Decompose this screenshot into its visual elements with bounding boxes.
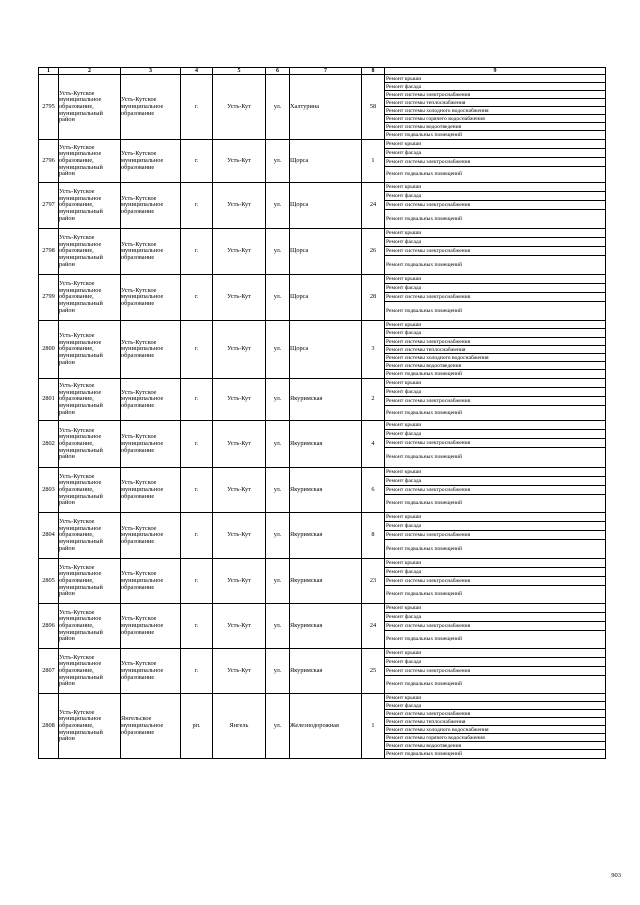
settlement-cell: Усть-Кут	[213, 421, 266, 468]
row-id: 2805	[39, 559, 59, 604]
row-id: 2804	[39, 513, 59, 559]
table-row	[39, 513, 606, 559]
street-type-cell: ул.	[266, 468, 290, 513]
work-item: Ремонт подвальных помещений	[386, 546, 463, 553]
street-type-cell: ул.	[266, 513, 290, 559]
work-item: Ремонт системы электроснабжения	[385, 622, 605, 631]
street-type-cell: ул.	[266, 229, 290, 275]
work-item: Ремонт подвальных помещений	[386, 454, 463, 461]
works-cell	[385, 229, 606, 275]
table-row	[39, 468, 606, 513]
settlement-type-cell: г.	[181, 649, 213, 694]
street-type-cell: ул.	[266, 604, 290, 649]
work-item: Ремонт фасада	[385, 388, 605, 397]
settlement-type-cell: г.	[181, 379, 213, 421]
work-item: Ремонт системы холодного водоснабжения	[385, 107, 605, 115]
settlement-type-cell: г.	[181, 321, 213, 379]
street-type-cell: ул.	[266, 559, 290, 604]
settlement-type-cell: г.	[181, 604, 213, 649]
row-id: 2801	[39, 379, 59, 421]
street-type-cell: ул.	[266, 649, 290, 694]
street-cell: Якуримская	[290, 513, 362, 559]
settlement-cell: Усть-Кут	[213, 379, 266, 421]
work-item: Ремонт фасада	[385, 329, 605, 337]
work-item: Ремонт крыши	[385, 321, 605, 329]
table-row	[39, 694, 606, 759]
district-cell: Усть-Кутское муниципальное образование, муниципальный район	[59, 513, 121, 559]
work-item: Ремонт крыши	[385, 379, 605, 388]
district-cell: Усть-Кутское муниципальное образование, муниципальный район	[59, 421, 121, 468]
works-cell	[385, 183, 606, 229]
work-item: Ремонт подвальных помещений	[386, 636, 463, 643]
street-cell: Якуримская	[290, 604, 362, 649]
col-header-3: 3	[121, 68, 181, 75]
settlement-type-cell: г.	[181, 421, 213, 468]
street-cell: Щорса	[290, 229, 362, 275]
street-type-cell: ул.	[266, 75, 290, 140]
house-number-cell: 26	[362, 229, 385, 275]
work-item: Ремонт фасада	[385, 238, 605, 247]
district-cell: Усть-Кутское муниципальное образование, муниципальный район	[59, 183, 121, 229]
works-cell	[385, 513, 606, 559]
house-number-cell: 58	[362, 75, 385, 140]
work-item: Ремонт подвальных помещений	[386, 591, 463, 598]
work-item: Ремонт системы водоотведения	[385, 742, 605, 750]
municipality-cell: Усть-Кутское муниципальное образование	[121, 513, 181, 559]
house-number-cell: 6	[362, 468, 385, 513]
house-number-cell: 1	[362, 140, 385, 183]
settlement-type-cell: г.	[181, 140, 213, 183]
settlement-cell: Усть-Кут	[213, 649, 266, 694]
work-item: Ремонт фасада	[385, 83, 605, 91]
settlement-cell: Усть-Кут	[213, 275, 266, 321]
col-header-8: 8	[362, 68, 385, 75]
table-row	[39, 421, 606, 468]
settlement-cell: Усть-Кут	[213, 229, 266, 275]
district-cell: Усть-Кутское муниципальное образование, муниципальный район	[59, 468, 121, 513]
house-number-cell: 24	[362, 183, 385, 229]
table-row	[39, 229, 606, 275]
work-item: Ремонт крыши	[385, 559, 605, 568]
street-type-cell: ул.	[266, 275, 290, 321]
works-cell	[385, 694, 606, 759]
work-item: Ремонт крыши	[385, 604, 605, 613]
municipality-cell: Усть-Кутское муниципальное образование	[121, 321, 181, 379]
works-cell	[385, 421, 606, 468]
row-id: 2798	[39, 229, 59, 275]
work-item: Ремонт крыши	[385, 183, 605, 192]
settlement-cell: Усть-Кут	[213, 321, 266, 379]
works-cell	[385, 75, 606, 140]
col-header-7: 7	[290, 68, 362, 75]
settlement-cell: Янгель	[213, 694, 266, 759]
work-item: Ремонт крыши	[385, 468, 605, 477]
row-id: 2806	[39, 604, 59, 649]
work-item: Ремонт подвальных помещений	[386, 751, 463, 758]
table-row	[39, 559, 606, 604]
table-body	[39, 75, 606, 759]
work-item: Ремонт фасада	[385, 430, 605, 439]
house-number-cell: 3	[362, 321, 385, 379]
work-item: Ремонт системы электроснабжения	[385, 338, 605, 346]
table-row	[39, 183, 606, 229]
work-item: Ремонт подвальных помещений	[386, 262, 463, 269]
work-item: Ремонт системы водоотведения	[385, 362, 605, 370]
work-item: Ремонт системы теплоснабжения	[385, 99, 605, 107]
work-item: Ремонт крыши	[385, 694, 605, 702]
work-item: Ремонт системы водоотведения	[385, 123, 605, 131]
street-cell: Якуримская	[290, 468, 362, 513]
work-item: Ремонт подвальных помещений	[386, 410, 463, 417]
settlement-type-cell: г.	[181, 513, 213, 559]
works-cell	[385, 379, 606, 421]
page-number: 903	[611, 872, 621, 879]
work-item: Ремонт крыши	[385, 229, 605, 238]
work-item: Ремонт системы электроснабжения	[385, 439, 605, 448]
house-number-cell: 4	[362, 421, 385, 468]
works-cell	[385, 140, 606, 183]
settlement-type-cell: г.	[181, 275, 213, 321]
work-item: Ремонт крыши	[385, 275, 605, 284]
work-item: Ремонт системы электроснабжения	[385, 486, 605, 495]
table-row	[39, 604, 606, 649]
col-header-2: 2	[59, 68, 121, 75]
street-type-cell: ул.	[266, 321, 290, 379]
col-header-9: 9	[385, 68, 606, 75]
work-item: Ремонт системы горячего водоснабжения	[385, 115, 605, 123]
settlement-type-cell: г.	[181, 75, 213, 140]
house-number-cell: 28	[362, 275, 385, 321]
district-cell: Усть-Кутское муниципальное образование, муниципальный район	[59, 694, 121, 759]
work-item: Ремонт системы холодного водоснабжения	[385, 354, 605, 362]
settlement-type-cell: г.	[181, 559, 213, 604]
municipality-cell: Усть-Кутское муниципальное образование	[121, 649, 181, 694]
work-item: Ремонт фасада	[385, 149, 605, 158]
table-row	[39, 140, 606, 183]
work-item: Ремонт системы электроснабжения	[385, 158, 605, 167]
col-header-4: 4	[181, 68, 213, 75]
municipality-cell: Усть-Кутское муниципальное образование	[121, 140, 181, 183]
district-cell: Усть-Кутское муниципальное образование, муниципальный район	[59, 229, 121, 275]
col-header-5: 5	[213, 68, 266, 75]
settlement-type-cell: рп.	[181, 694, 213, 759]
settlement-type-cell: г.	[181, 468, 213, 513]
work-item: Ремонт подвальных помещений	[386, 216, 463, 223]
work-item: Ремонт крыши	[385, 421, 605, 430]
work-item: Ремонт фасада	[385, 613, 605, 622]
works-cell	[385, 275, 606, 321]
work-item: Ремонт подвальных помещений	[386, 132, 463, 139]
row-id: 2796	[39, 140, 59, 183]
table-row	[39, 379, 606, 421]
street-cell: Щорса	[290, 321, 362, 379]
settlement-cell: Усть-Кут	[213, 75, 266, 140]
street-cell: Якуримская	[290, 379, 362, 421]
street-cell: Щорса	[290, 183, 362, 229]
work-item: Ремонт системы теплоснабжения	[385, 718, 605, 726]
row-id: 2807	[39, 649, 59, 694]
house-number-cell: 8	[362, 513, 385, 559]
house-number-cell: 24	[362, 604, 385, 649]
district-cell: Усть-Кутское муниципальное образование, муниципальный район	[59, 275, 121, 321]
municipality-cell: Янгельское муниципальное образование	[121, 694, 181, 759]
work-item: Ремонт системы электроснабжения	[385, 201, 605, 210]
work-item: Ремонт крыши	[385, 513, 605, 522]
street-type-cell: ул.	[266, 694, 290, 759]
district-cell: Усть-Кутское муниципальное образование, муниципальный район	[59, 559, 121, 604]
municipality-cell: Усть-Кутское муниципальное образование	[121, 183, 181, 229]
works-cell	[385, 559, 606, 604]
work-item: Ремонт фасада	[385, 284, 605, 293]
settlement-cell: Усть-Кут	[213, 559, 266, 604]
house-number-cell: 1	[362, 694, 385, 759]
works-cell	[385, 649, 606, 694]
work-item: Ремонт системы электроснабжения	[385, 577, 605, 586]
work-item: Ремонт фасада	[385, 702, 605, 710]
settlement-type-cell: г.	[181, 183, 213, 229]
house-number-cell: 2	[362, 379, 385, 421]
works-cell	[385, 321, 606, 379]
municipality-cell: Усть-Кутское муниципальное образование	[121, 275, 181, 321]
row-id: 2795	[39, 75, 59, 140]
work-item: Ремонт фасада	[385, 522, 605, 531]
settlement-type-cell: г.	[181, 229, 213, 275]
work-item: Ремонт подвальных помещений	[386, 308, 463, 315]
work-item: Ремонт системы электроснабжения	[385, 667, 605, 676]
work-item: Ремонт системы электроснабжения	[385, 91, 605, 99]
settlement-cell: Усть-Кут	[213, 140, 266, 183]
work-item: Ремонт фасада	[385, 477, 605, 486]
district-cell: Усть-Кутское муниципальное образование, муниципальный район	[59, 140, 121, 183]
street-cell: Щорса	[290, 140, 362, 183]
street-cell: Якуримская	[290, 559, 362, 604]
settlement-cell: Усть-Кут	[213, 604, 266, 649]
work-item: Ремонт крыши	[385, 75, 605, 83]
work-item: Ремонт системы электроснабжения	[385, 397, 605, 406]
district-cell: Усть-Кутское муниципальное образование, муниципальный район	[59, 75, 121, 140]
work-item: Ремонт системы холодного водоснабжения	[385, 726, 605, 734]
work-item: Ремонт крыши	[385, 140, 605, 149]
table-row	[39, 649, 606, 694]
municipality-cell: Усть-Кутское муниципальное образование	[121, 468, 181, 513]
district-cell: Усть-Кутское муниципальное образование, муниципальный район	[59, 649, 121, 694]
municipality-cell: Усть-Кутское муниципальное образование	[121, 421, 181, 468]
street-cell: Халтурина	[290, 75, 362, 140]
table-row	[39, 275, 606, 321]
settlement-cell: Усть-Кут	[213, 183, 266, 229]
municipality-cell: Усть-Кутское муниципальное образование	[121, 604, 181, 649]
municipality-cell: Усть-Кутское муниципальное образование	[121, 379, 181, 421]
work-item: Ремонт системы теплоснабжения	[385, 346, 605, 354]
work-item: Ремонт фасада	[385, 568, 605, 577]
row-id: 2797	[39, 183, 59, 229]
street-cell: Якуримская	[290, 649, 362, 694]
work-item: Ремонт системы электроснабжения	[385, 247, 605, 256]
registry-table	[38, 67, 606, 759]
settlement-cell: Усть-Кут	[213, 468, 266, 513]
work-item: Ремонт подвальных помещений	[386, 500, 463, 507]
work-item: Ремонт системы электроснабжения	[385, 531, 605, 540]
house-number-cell: 23	[362, 559, 385, 604]
row-id: 2802	[39, 421, 59, 468]
district-cell: Усть-Кутское муниципальное образование, муниципальный район	[59, 379, 121, 421]
row-id: 2800	[39, 321, 59, 379]
street-type-cell: ул.	[266, 140, 290, 183]
row-id: 2803	[39, 468, 59, 513]
street-cell: Якуримская	[290, 421, 362, 468]
street-type-cell: ул.	[266, 379, 290, 421]
header-row	[39, 68, 606, 75]
work-item: Ремонт подвальных помещений	[386, 371, 463, 378]
house-number-cell: 25	[362, 649, 385, 694]
table-row	[39, 321, 606, 379]
district-cell: Усть-Кутское муниципальное образование, муниципальный район	[59, 604, 121, 649]
street-type-cell: ул.	[266, 183, 290, 229]
district-cell: Усть-Кутское муниципальное образование, муниципальный район	[59, 321, 121, 379]
works-cell	[385, 468, 606, 513]
settlement-cell: Усть-Кут	[213, 513, 266, 559]
street-type-cell: ул.	[266, 421, 290, 468]
row-id: 2799	[39, 275, 59, 321]
col-header-1: 1	[39, 68, 59, 75]
street-cell: Щорса	[290, 275, 362, 321]
work-item: Ремонт системы электроснабжения	[385, 293, 605, 302]
municipality-cell: Усть-Кутское муниципальное образование	[121, 75, 181, 140]
work-item: Ремонт системы электроснабжения	[385, 710, 605, 718]
municipality-cell: Усть-Кутское муниципальное образование	[121, 559, 181, 604]
work-item: Ремонт крыши	[385, 649, 605, 658]
table-row	[39, 75, 606, 140]
work-item: Ремонт подвальных помещений	[386, 681, 463, 688]
row-id: 2808	[39, 694, 59, 759]
street-cell: Железнодорожная	[290, 694, 362, 759]
work-item: Ремонт подвальных помещений	[386, 171, 463, 178]
col-header-6: 6	[266, 68, 290, 75]
work-item: Ремонт фасада	[385, 658, 605, 667]
works-cell	[385, 604, 606, 649]
work-item: Ремонт фасада	[385, 192, 605, 201]
work-item: Ремонт системы горячего водоснабжения	[385, 734, 605, 742]
municipality-cell: Усть-Кутское муниципальное образование	[121, 229, 181, 275]
